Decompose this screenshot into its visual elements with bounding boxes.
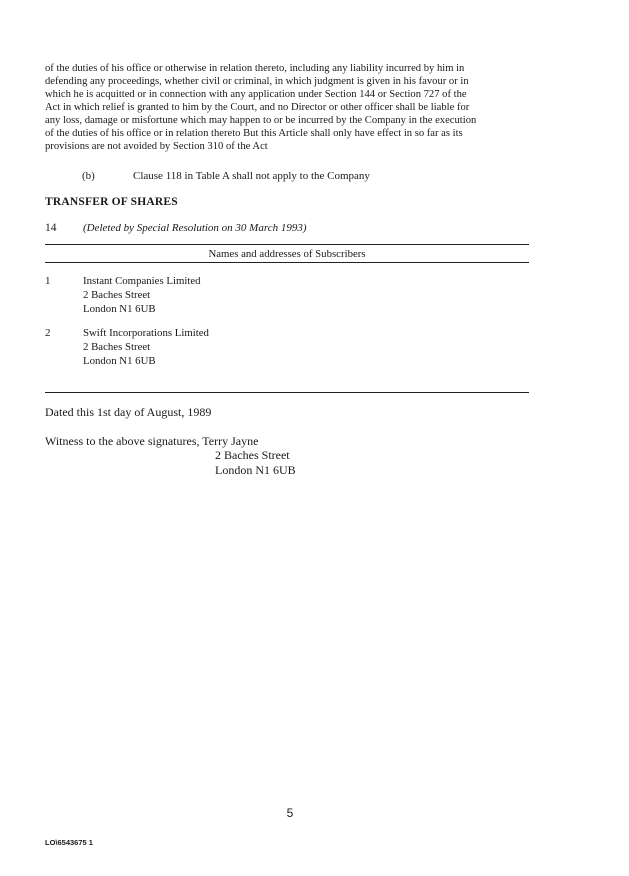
document-reference: LO\6543675 1 (45, 838, 93, 847)
subscriber-city: London N1 6UB (83, 355, 156, 367)
paragraph-line: defending any proceedings, whether civil or criminal, in which judgment is given in his favour or in (45, 76, 469, 87)
subscriber-name: Instant Companies Limited (83, 275, 201, 287)
paragraph-line: provisions are not avoided by Section 310 of the Act (45, 141, 268, 152)
paragraph-line: of the duties of his office or in relation thereto But this Article shall only have effect in so far as its (45, 128, 463, 139)
article-14-number: 14 (45, 222, 57, 234)
paragraph-line: of the duties of his office or otherwise in relation thereto, including any liability incurred by him in (45, 63, 465, 74)
subscriber-name: Swift Incorporations Limited (83, 327, 209, 339)
transfer-of-shares-heading: TRANSFER OF SHARES (45, 196, 178, 208)
table-top-rule (45, 244, 529, 245)
witness-line: Witness to the above signatures, Terry Jayne (45, 434, 259, 448)
subscriber-number: 2 (45, 327, 51, 339)
clause-b-letter: (b) (82, 170, 95, 182)
table-header-rule (45, 262, 529, 263)
paragraph-line: which he is acquitted or in connection with any application under Section 144 or Section 727 of the (45, 89, 467, 100)
subscriber-street: 2 Baches Street (83, 341, 151, 353)
paragraph-line: Act in which relief is granted to him by the Court, and no Director or other officer shall be liable for (45, 102, 470, 113)
witness-city: London N1 6UB (215, 463, 296, 477)
page-number: 5 (286, 806, 294, 820)
subscribers-table-header: Names and addresses of Subscribers (208, 248, 366, 260)
article-14-text: (Deleted by Special Resolution on 30 March 1993) (83, 222, 307, 234)
dated-line: Dated this 1st day of August, 1989 (45, 405, 212, 419)
subscriber-number: 1 (45, 275, 51, 287)
witness-street: 2 Baches Street (215, 448, 290, 462)
paragraph-line: any loss, damage or misfortune which may happen to or be incurred by the Company in the execution (45, 115, 477, 126)
table-bottom-rule (45, 392, 529, 393)
subscriber-street: 2 Baches Street (83, 289, 151, 301)
subscriber-city: London N1 6UB (83, 303, 156, 315)
clause-b-text: Clause 118 in Table A shall not apply to the Company (133, 170, 370, 182)
